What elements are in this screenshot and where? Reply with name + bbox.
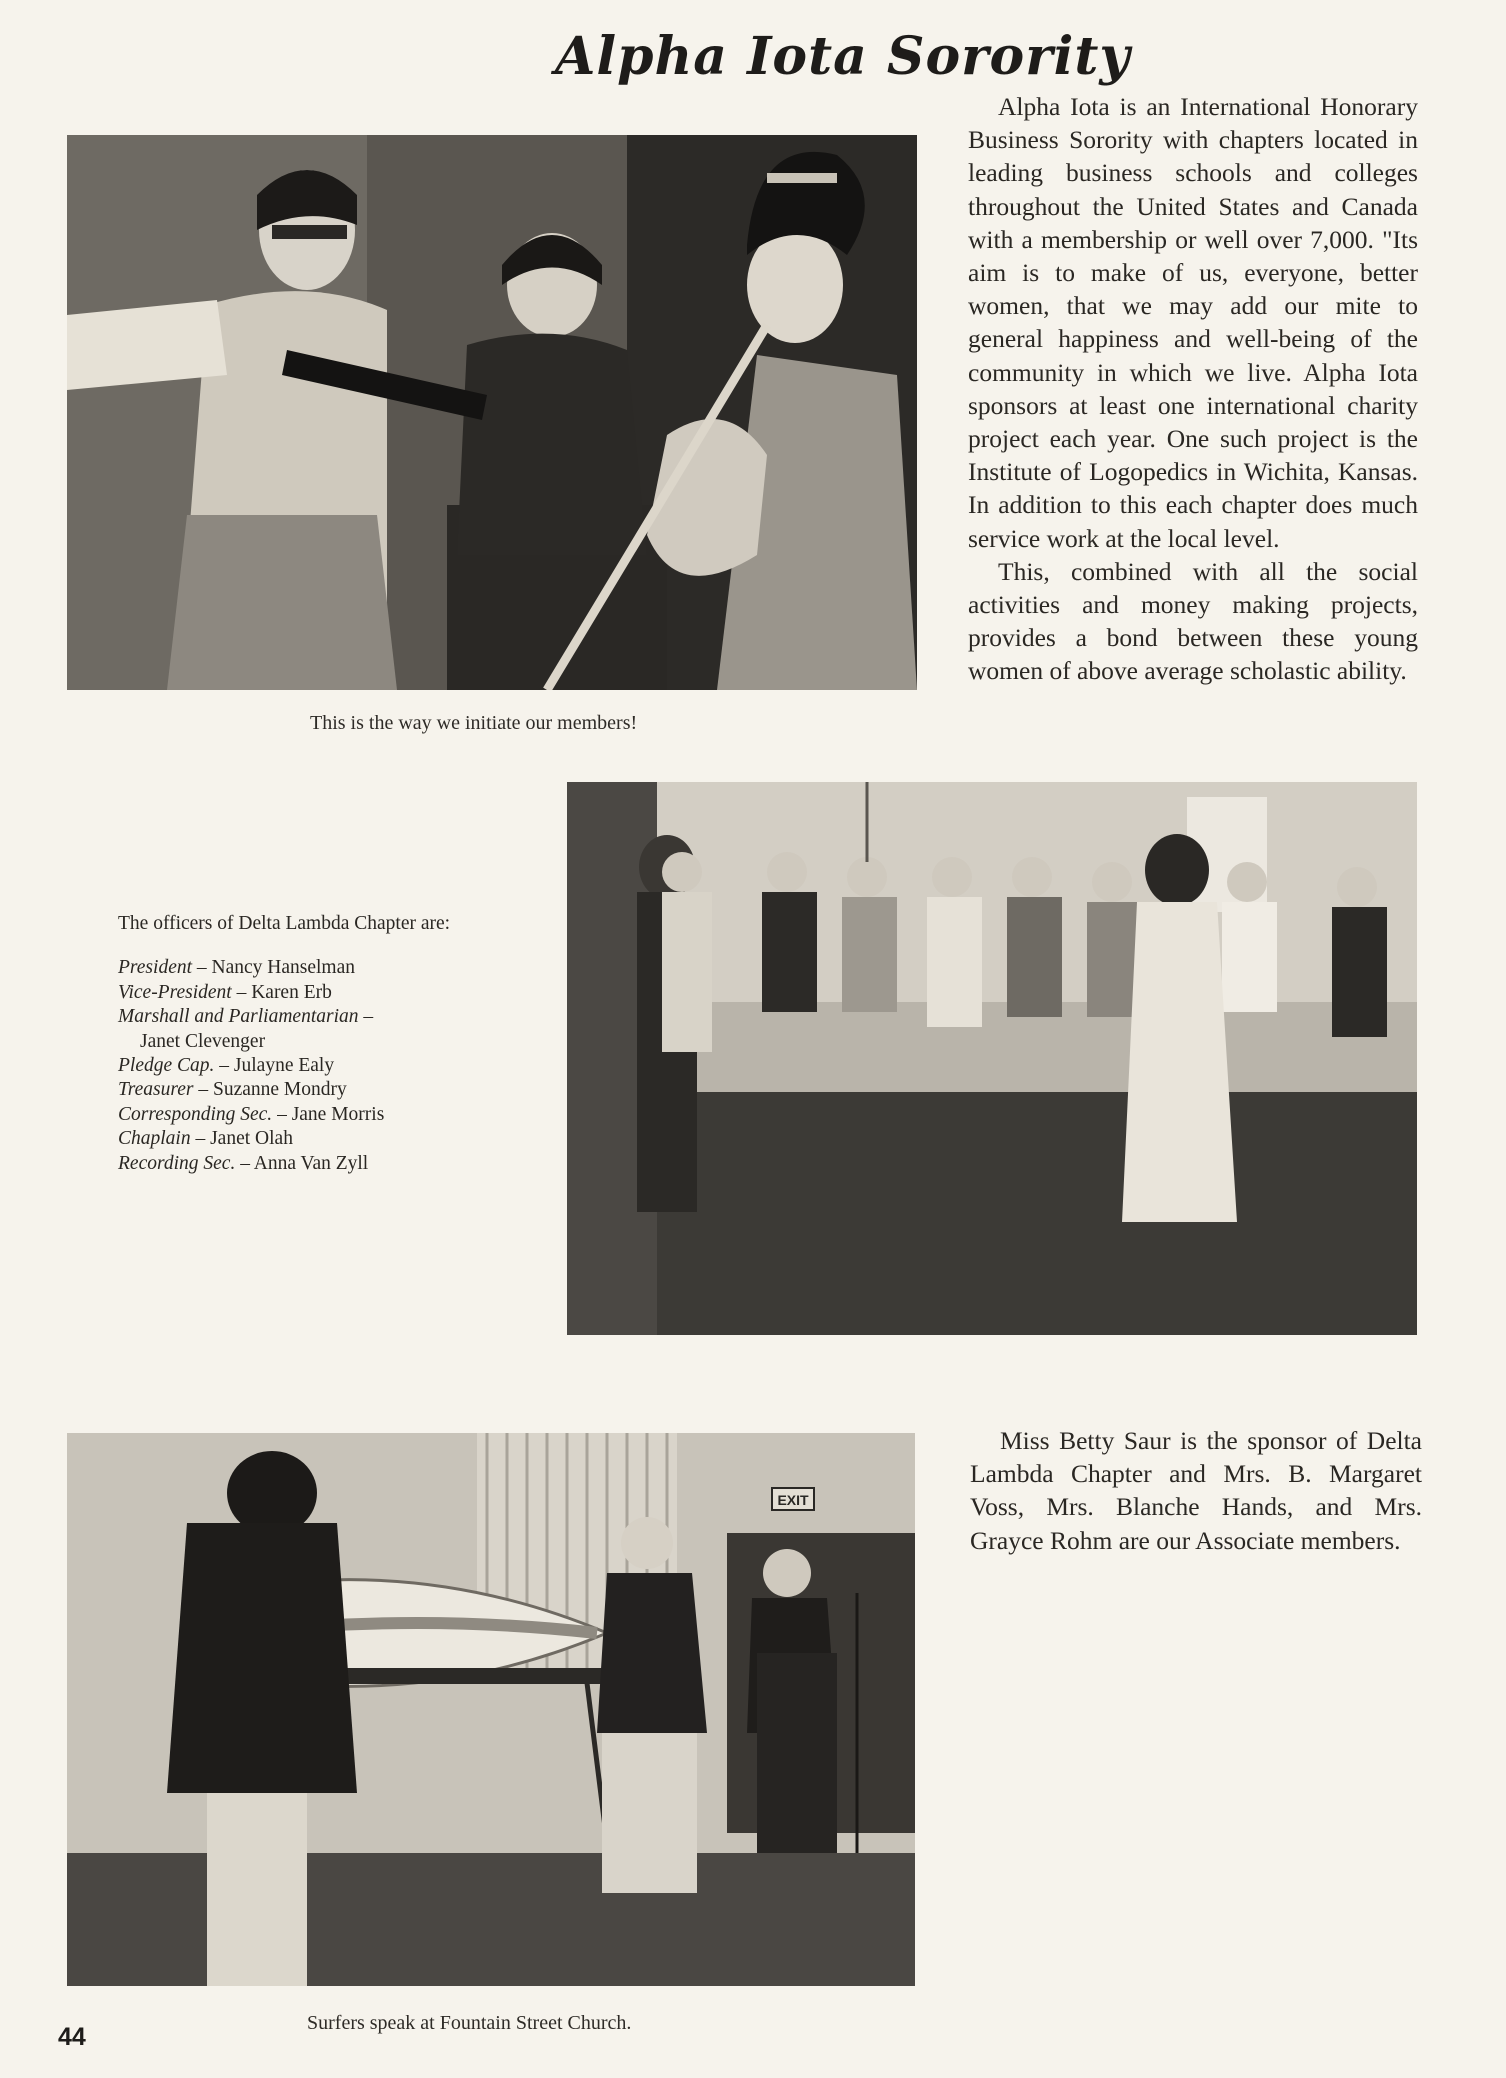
officer-separator: – <box>231 981 252 1003</box>
officer-name: Jane Morris <box>291 1103 385 1125</box>
officer-line <box>118 1005 508 1029</box>
officer-role: Pledge Cap. <box>118 1055 215 1077</box>
sponsor-paragraph: Miss Betty Saur is the sponsor of Delta Lambda Chapter and Mrs. B. Margaret Voss, Mrs. Blanche Hands, and Mrs. Grayce Rohm are our Associate members. <box>970 1426 1422 1555</box>
officer-role: Chaplain <box>118 1128 191 1150</box>
officer-role: Treasurer <box>118 1079 194 1101</box>
officer-name: Anna Van Zyll <box>253 1152 369 1174</box>
officer-line <box>118 1078 508 1102</box>
officer-name: Julayne Ealy <box>233 1055 335 1077</box>
officer-name: Karen Erb <box>251 981 332 1003</box>
officer-line <box>118 1127 508 1151</box>
officer-line <box>118 1152 508 1176</box>
officer-name: Nancy Hanselman <box>211 957 356 979</box>
officer-line <box>118 956 508 980</box>
page-number: 44 <box>58 2023 86 2051</box>
surfers-photo <box>67 1433 915 1986</box>
intro-paragraph-2: This, combined with all the social activities and money making projects, provides a bond between these young women of above average scholastic ability. <box>968 556 1418 686</box>
officer-line <box>118 981 508 1005</box>
page-title: Alpha Iota Sorority <box>555 26 1131 87</box>
group-photo <box>567 782 1417 1335</box>
officer-separator: – <box>190 1128 211 1150</box>
officer-separator: – <box>193 1079 213 1101</box>
officers-list <box>118 912 508 1176</box>
officer-role: Recording Sec. <box>118 1152 236 1174</box>
initiation-photo <box>67 135 917 690</box>
officer-role: Marshall and Parliamentarian <box>118 1006 359 1028</box>
officer-separator: – <box>272 1103 292 1125</box>
officer-separator: – <box>358 1006 374 1028</box>
sponsor-text <box>970 1424 1422 1557</box>
officer-separator: – <box>192 957 212 979</box>
exit-sign: EXIT <box>777 1492 809 1508</box>
officer-line <box>118 1103 508 1127</box>
intro-text <box>968 90 1418 688</box>
officer-name: Janet Olah <box>210 1128 293 1150</box>
surfers-caption: Surfers speak at Fountain Street Church. <box>307 2012 632 2034</box>
officer-line <box>118 1030 508 1054</box>
officer-name: Janet Clevenger <box>140 1030 266 1052</box>
intro-paragraph-1: Alpha Iota is an International Honorary Business Sorority with chapters located in leading business schools and colleges throughout the United States and Canada with a membership or well over 7,000. "Its aim is to make of us, everyone, better women, that we may add our mite to general happiness and well-being of the community in which we live. Alpha Iota sponsors at least one international charity project each year. One such project is the Institute of Logopedics in Wichita, Kansas. In addition to this each chapter does much service work at the local level. <box>968 92 1418 553</box>
officer-role: Corresponding Sec. <box>118 1103 273 1125</box>
officer-separator: – <box>214 1055 234 1077</box>
officer-line <box>118 1054 508 1078</box>
officer-separator: – <box>235 1152 254 1174</box>
initiation-caption: This is the way we initiate our members! <box>310 712 638 734</box>
officers-intro: The officers of Delta Lambda Chapter are: <box>118 913 451 934</box>
officer-role: Vice-President <box>118 981 232 1003</box>
officer-name: Suzanne Mondry <box>213 1079 347 1101</box>
officer-role: President <box>118 957 193 979</box>
